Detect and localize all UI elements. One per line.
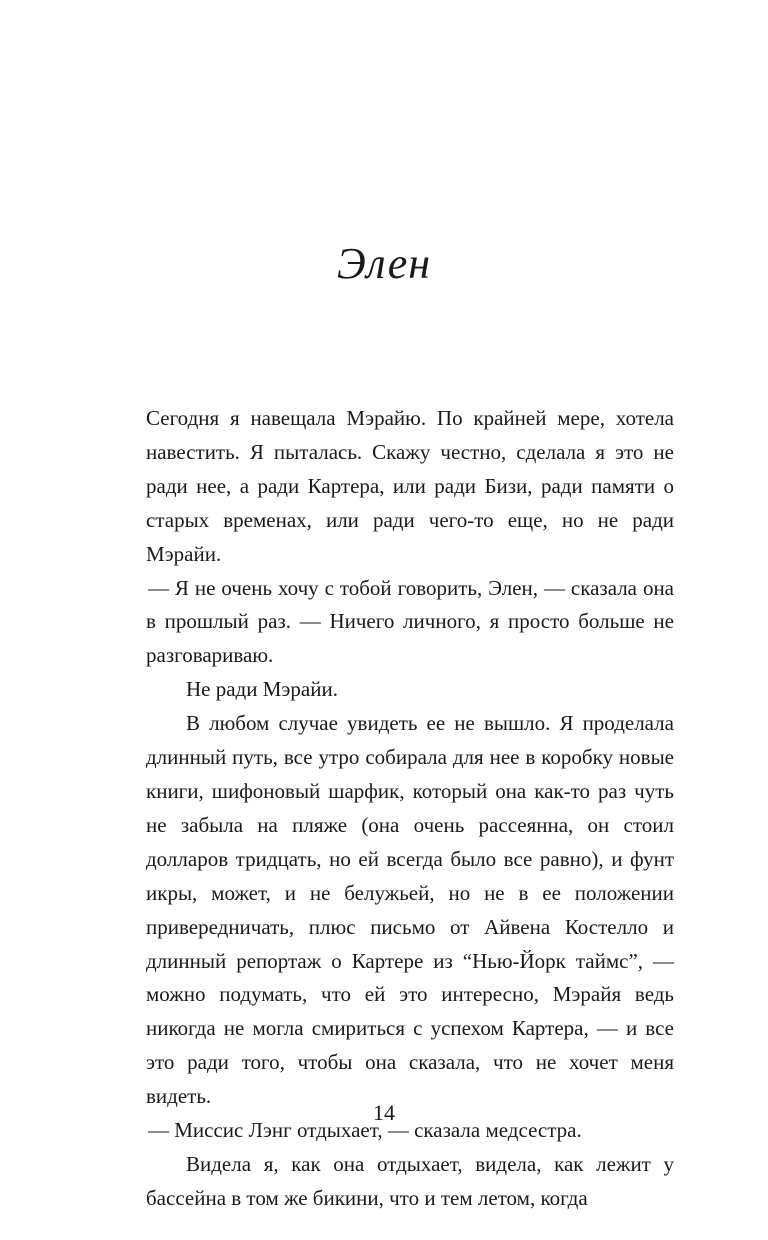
chapter-title: Элен (336, 239, 432, 288)
paragraph-4: В любом случае увидеть ее не вышло. Я проделала длинный путь, все утро собирала для нее в коробку новые книги, шифоновый шарфик, который она как-то раз чуть не забыла на пляже (она очень рассеянна, он стоил долларов тридцать, но ей всегда было все равно), и фунт икры, может, и не белужьей, но не в ее положении привередничать, плюс письмо от Айвена Костелло и длинный репортаж о Картере из “Нью-Йорк таймс”, — можно подумать, что ей это интересно, Мэрайя ведь никогда не могла смириться с успехом Картера, — и все это ради того, чтобы она сказала, что не хочет меня видеть. (146, 711, 674, 1109)
paragraph-2-dialog: — Я не очень хочу с тобой говорить, Элен, — сказала она в прошлый раз. — Ничего личного, я просто больше не разговариваю. (146, 575, 674, 668)
body-text (146, 402, 674, 1216)
paragraph-6: Видела я, как она отдыхает, видела, как лежит у бассейна в том же бикини, что и тем летом, когда (146, 1151, 674, 1210)
paragraph-3: Не ради Мэрайи. (186, 677, 338, 702)
paragraph-5-dialog: — Миссис Лэнг отдыхает, — сказала медсестра. (148, 1118, 582, 1143)
paragraph-1: Сегодня я навещала Мэрайю. По крайней мере, хотела навестить. Я пыталась. Скажу честно, сделала я это не ради нее, а ради Картера, или ради Бизи, ради памяти о старых временах, или ради чего-то еще, но не ради Мэрайи. (146, 406, 674, 566)
page-number: 14 (373, 1100, 395, 1125)
